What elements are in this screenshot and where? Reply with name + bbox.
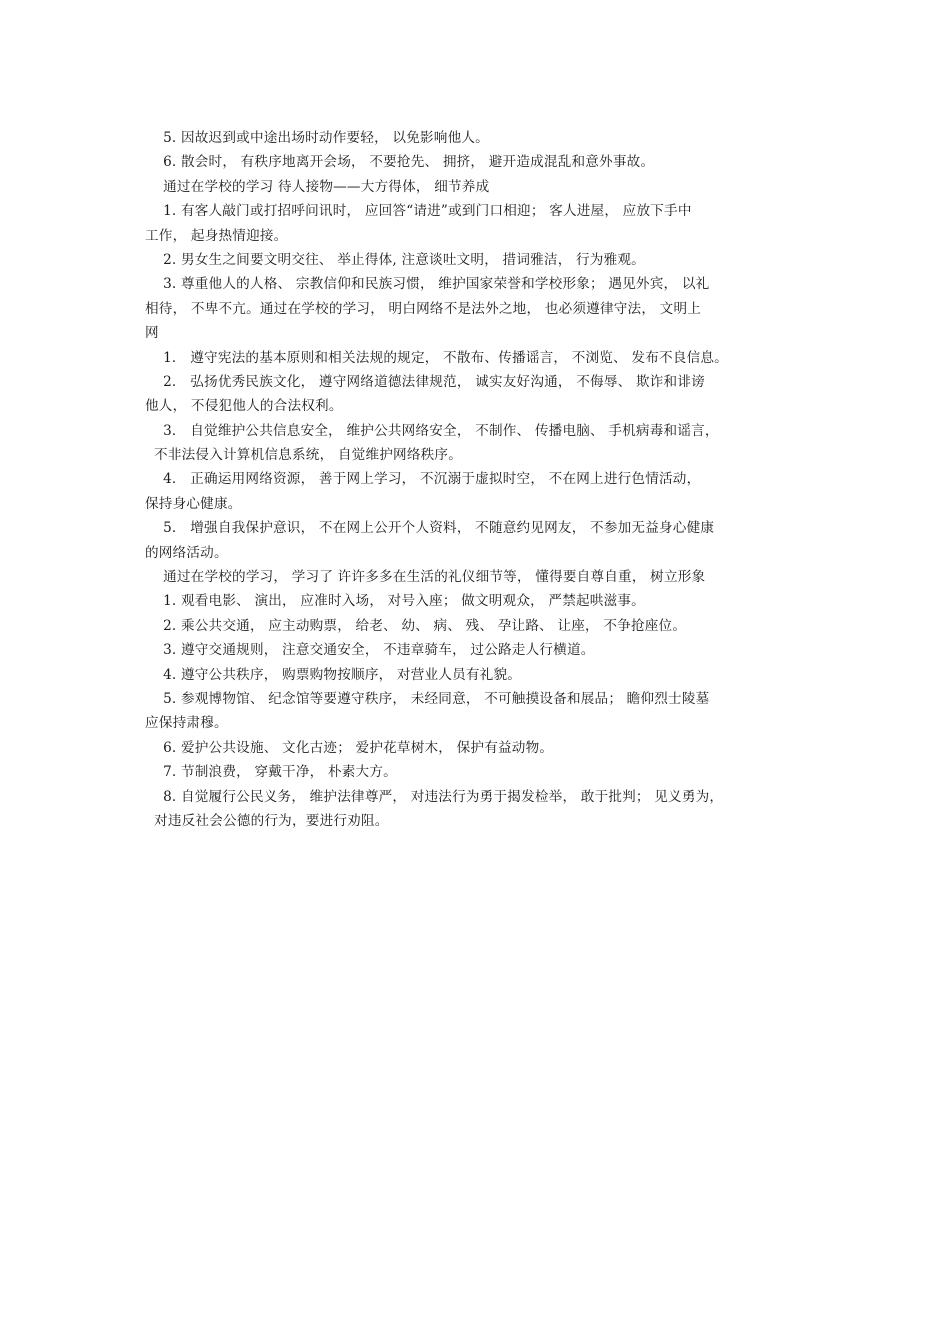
text-line: 4． 正确运用网络资源， 善于网上学习， 不沉溺于虚拟时空， 不在网上进行色情活动， bbox=[145, 471, 701, 488]
text-line: 3. 尊重他人的人格、 宗教信仰和民族习惯， 维护国家荣誉和学校形象； 遇见外宾， 以礼 bbox=[145, 276, 710, 293]
text-line: 7. 节制浪费， 穿戴干净， 朴素大方。 bbox=[145, 764, 397, 781]
section-heading: 通过在学校的学习 待人接物——大方得体， 细节养成 bbox=[145, 178, 490, 195]
text-line: 2． 弘扬优秀民族文化， 遵守网络道德法律规范， 诚实友好沟通， 不侮辱、 欺诈和诽谤 bbox=[145, 373, 705, 390]
text-line: 3． 自觉维护公共信息安全， 维护公共网络安全， 不制作、 传播电脑、 手机病毒和谣言， bbox=[145, 422, 719, 439]
text-line: 2. 乘公共交通， 应主动购票， 给老、 幼、 病、 残、 孕让路、 让座， 不争抢座位。 bbox=[145, 617, 687, 634]
text-line: 8. 自觉履行公民义务， 维护法律尊严， 对违法行为勇于揭发检举， 敢于批判； 见义勇为， bbox=[145, 788, 724, 805]
text-line: 的网络活动。 bbox=[145, 544, 228, 561]
text-line: 3. 遵守交通规则， 注意交通安全， 不违章骑车， 过公路走人行横道。 bbox=[145, 642, 595, 659]
text-line: 5. 因故迟到或中途出场时动作要轻， 以免影响他人。 bbox=[145, 130, 489, 146]
text-line: 工作， 起身热情迎接。 bbox=[145, 227, 288, 244]
text-line: 应保持肃穆。 bbox=[145, 715, 228, 732]
text-line: 保持身心健康。 bbox=[145, 495, 242, 512]
text-line: 6. 散会时， 有秩序地离开会场， 不要抢先、 拥挤， 避开造成混乱和意外事故。 bbox=[145, 154, 655, 171]
text-line: 5． 增强自我保护意识， 不在网上公开个人资料， 不随意约见网友， 不参加无益身心健康 bbox=[145, 520, 715, 537]
section-heading: 通过在学校的学习， 学习了 许许多多在生活的礼仪细节等， 懂得要自尊自重， 树立形象 bbox=[145, 569, 706, 586]
text-line: 4. 遵守公共秩序， 购票购物按顺序， 对营业人员有礼貌。 bbox=[145, 666, 522, 683]
document-body bbox=[145, 126, 835, 833]
text-line: 2. 男女生之间要文明交往、 举止得体, 注意谈吐文明， 措词雅洁， 行为雅观。 bbox=[145, 251, 645, 268]
text-line: 网 bbox=[145, 325, 159, 342]
text-line: 5. 参观博物馆、 纪念馆等要遵守秩序， 未经同意， 不可触摸设备和展品； 瞻仰烈士陵墓 bbox=[145, 690, 710, 707]
text-line: 1. 有客人敲门或打招呼问讯时， 应回答“请进”或到门口相迎； 客人进屋， 应放下手中 bbox=[145, 203, 692, 220]
text-line: 对违反社会公德的行为，要进行劝阻。 bbox=[145, 812, 389, 829]
text-line: 6. 爱护公共设施、 文化古迹； 爱护花草树木， 保护有益动物。 bbox=[145, 739, 554, 756]
text-line: 相待， 不卑不亢。通过在学校的学习， 明白网络不是法外之地， 也必须遵律守法， 文明上 bbox=[145, 300, 702, 317]
text-line: 不非法侵入计算机信息系统， 自觉维护网络秩序。 bbox=[145, 447, 463, 464]
text-line: 1. 观看电影、 演出， 应准时入场， 对号入座； 做文明观众， 严禁起哄滋事。 bbox=[145, 593, 645, 610]
text-line: 1． 遵守宪法的基本原则和相关法规的规定， 不散布、传播谣言， 不浏览、 发布不良信息。 bbox=[145, 349, 728, 366]
text-line: 他人， 不侵犯他人的合法权利。 bbox=[145, 398, 343, 415]
